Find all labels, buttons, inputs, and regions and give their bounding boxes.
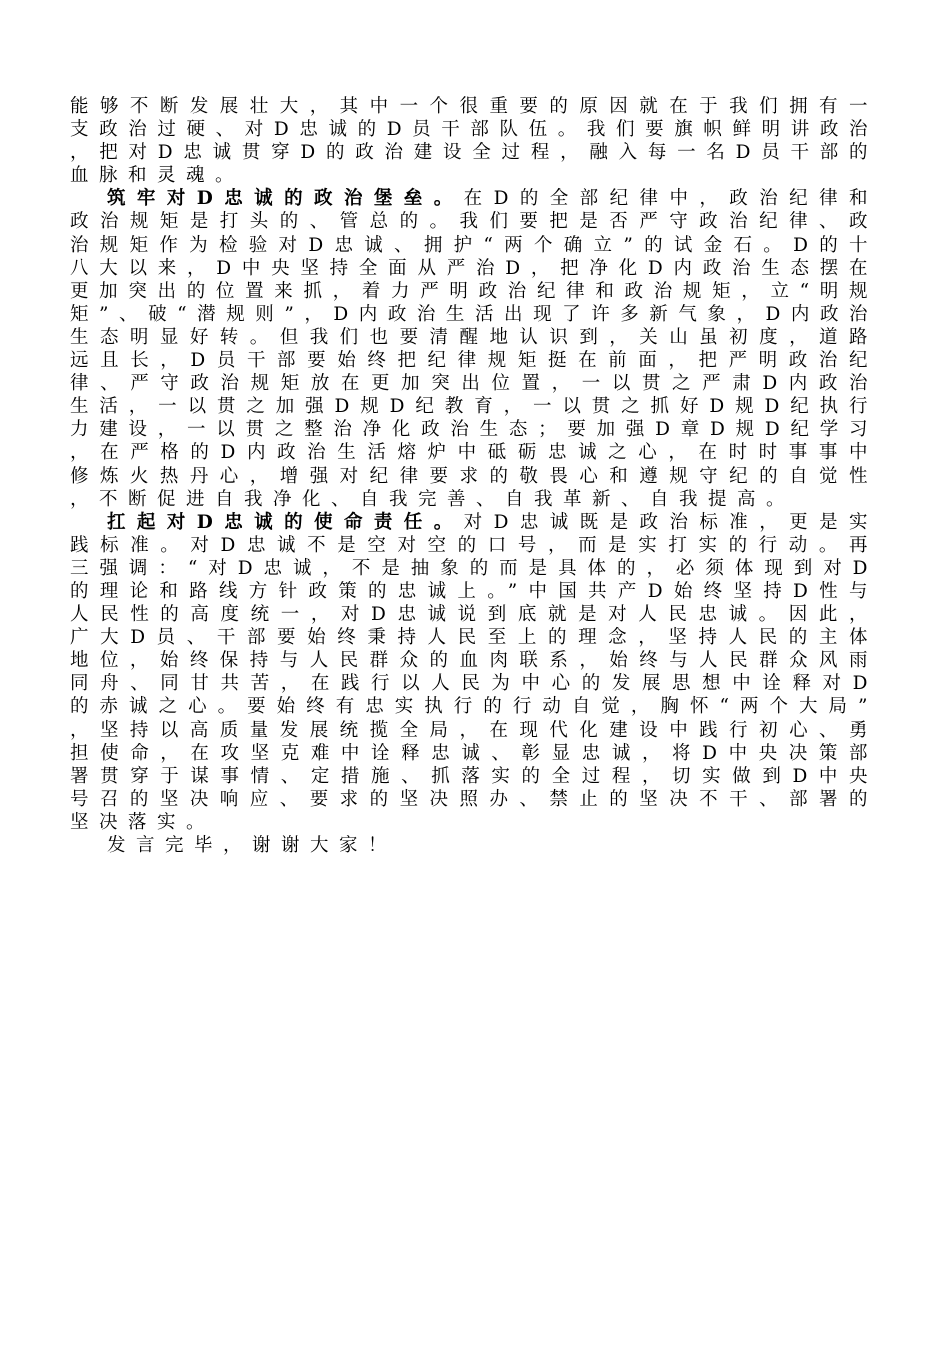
paragraph-mission-responsibility <box>70 511 878 834</box>
paragraph-text: 发言完毕，谢谢大家！ <box>107 835 398 856</box>
paragraph-text: 能够不断发展壮大，其中一个很重要的原因就在于我们拥有一支政治过硬、对D忠诚的D员干部队伍。我们要旗帜鲜明讲政治，把对D忠诚贯穿D的政治建设全过程，融入每一名D员干部的血脉和灵魂。 <box>70 96 878 187</box>
document-page <box>70 95 878 857</box>
paragraph-political-fortress <box>70 187 878 510</box>
paragraph-heading: 筑牢对D忠诚的政治堡垒。 <box>107 188 464 210</box>
paragraph-closing <box>70 834 878 857</box>
paragraph-heading: 扛起对D忠诚的使命责任。 <box>107 511 464 533</box>
paragraph-intro <box>70 95 878 187</box>
paragraph-text: 在D的全部纪律中，政治纪律和政治规矩是打头的、管总的。我们要把是否严守政治纪律、政治规矩作为检验对D忠诚、拥护“两个确立”的试金石。D的十八大以来，D中央坚持全面从严治D，把净化D内政治生态摆在更加突出的位置来抓，着力严明政治纪律和政治规矩，立“明规矩”、破“潜规则”，D内政治生活出现了许多新气象，D内政治生态明显好转。但我们也要清醒地认识到，关山虽初度，道路远且长，D员干部要始终把纪律规矩挺在前面，把严明政治纪律、严守政治规矩放在更加突出位置，一以贯之严肃D内政治生活，一以贯之加强D规D纪教育，一以贯之抓好D规D纪执行力建设，一以贯之整治净化政治生态；要加强D章D规D纪学习，在严格的D内政治生活熔炉中砥砺忠诚之心，在时时事事中修炼火热丹心，增强对纪律要求的敬畏心和遵规守纪的自觉性，不断促进自我净化、自我完善、自我革新、自我提高。 <box>70 188 878 510</box>
paragraph-text: 对D忠诚既是政治标准，更是实践标准。对D忠诚不是空对空的口号，而是实打实的行动。再三强调：“对D忠诚，不是抽象的而是具体的，必须体现到对D的理论和路线方针政策的忠诚上。”中国共产D始终坚持D性与人民性的高度统一，对D忠诚说到底就是对人民忠诚。因此，广大D员、干部要始终秉持人民至上的理念，坚持人民的主体地位，始终保持与人民群众的血肉联系，始终与人民群众风雨同舟、同甘共苦，在践行以人民为中心的发展思想中诠释对D的赤诚之心。要始终有忠实执行的行动自觉，胸怀“两个大局”，坚持以高质量发展统揽全局，在现代化建设中践行初心、勇担使命，在攻坚克难中诠释忠诚、彰显忠诚，将D中央决策部署贯穿于谋事情、定措施、抓落实的全过程，切实做到D中央号召的坚决响应、要求的坚决照办、禁止的坚决不干、部署的坚决落实。 <box>70 511 878 833</box>
